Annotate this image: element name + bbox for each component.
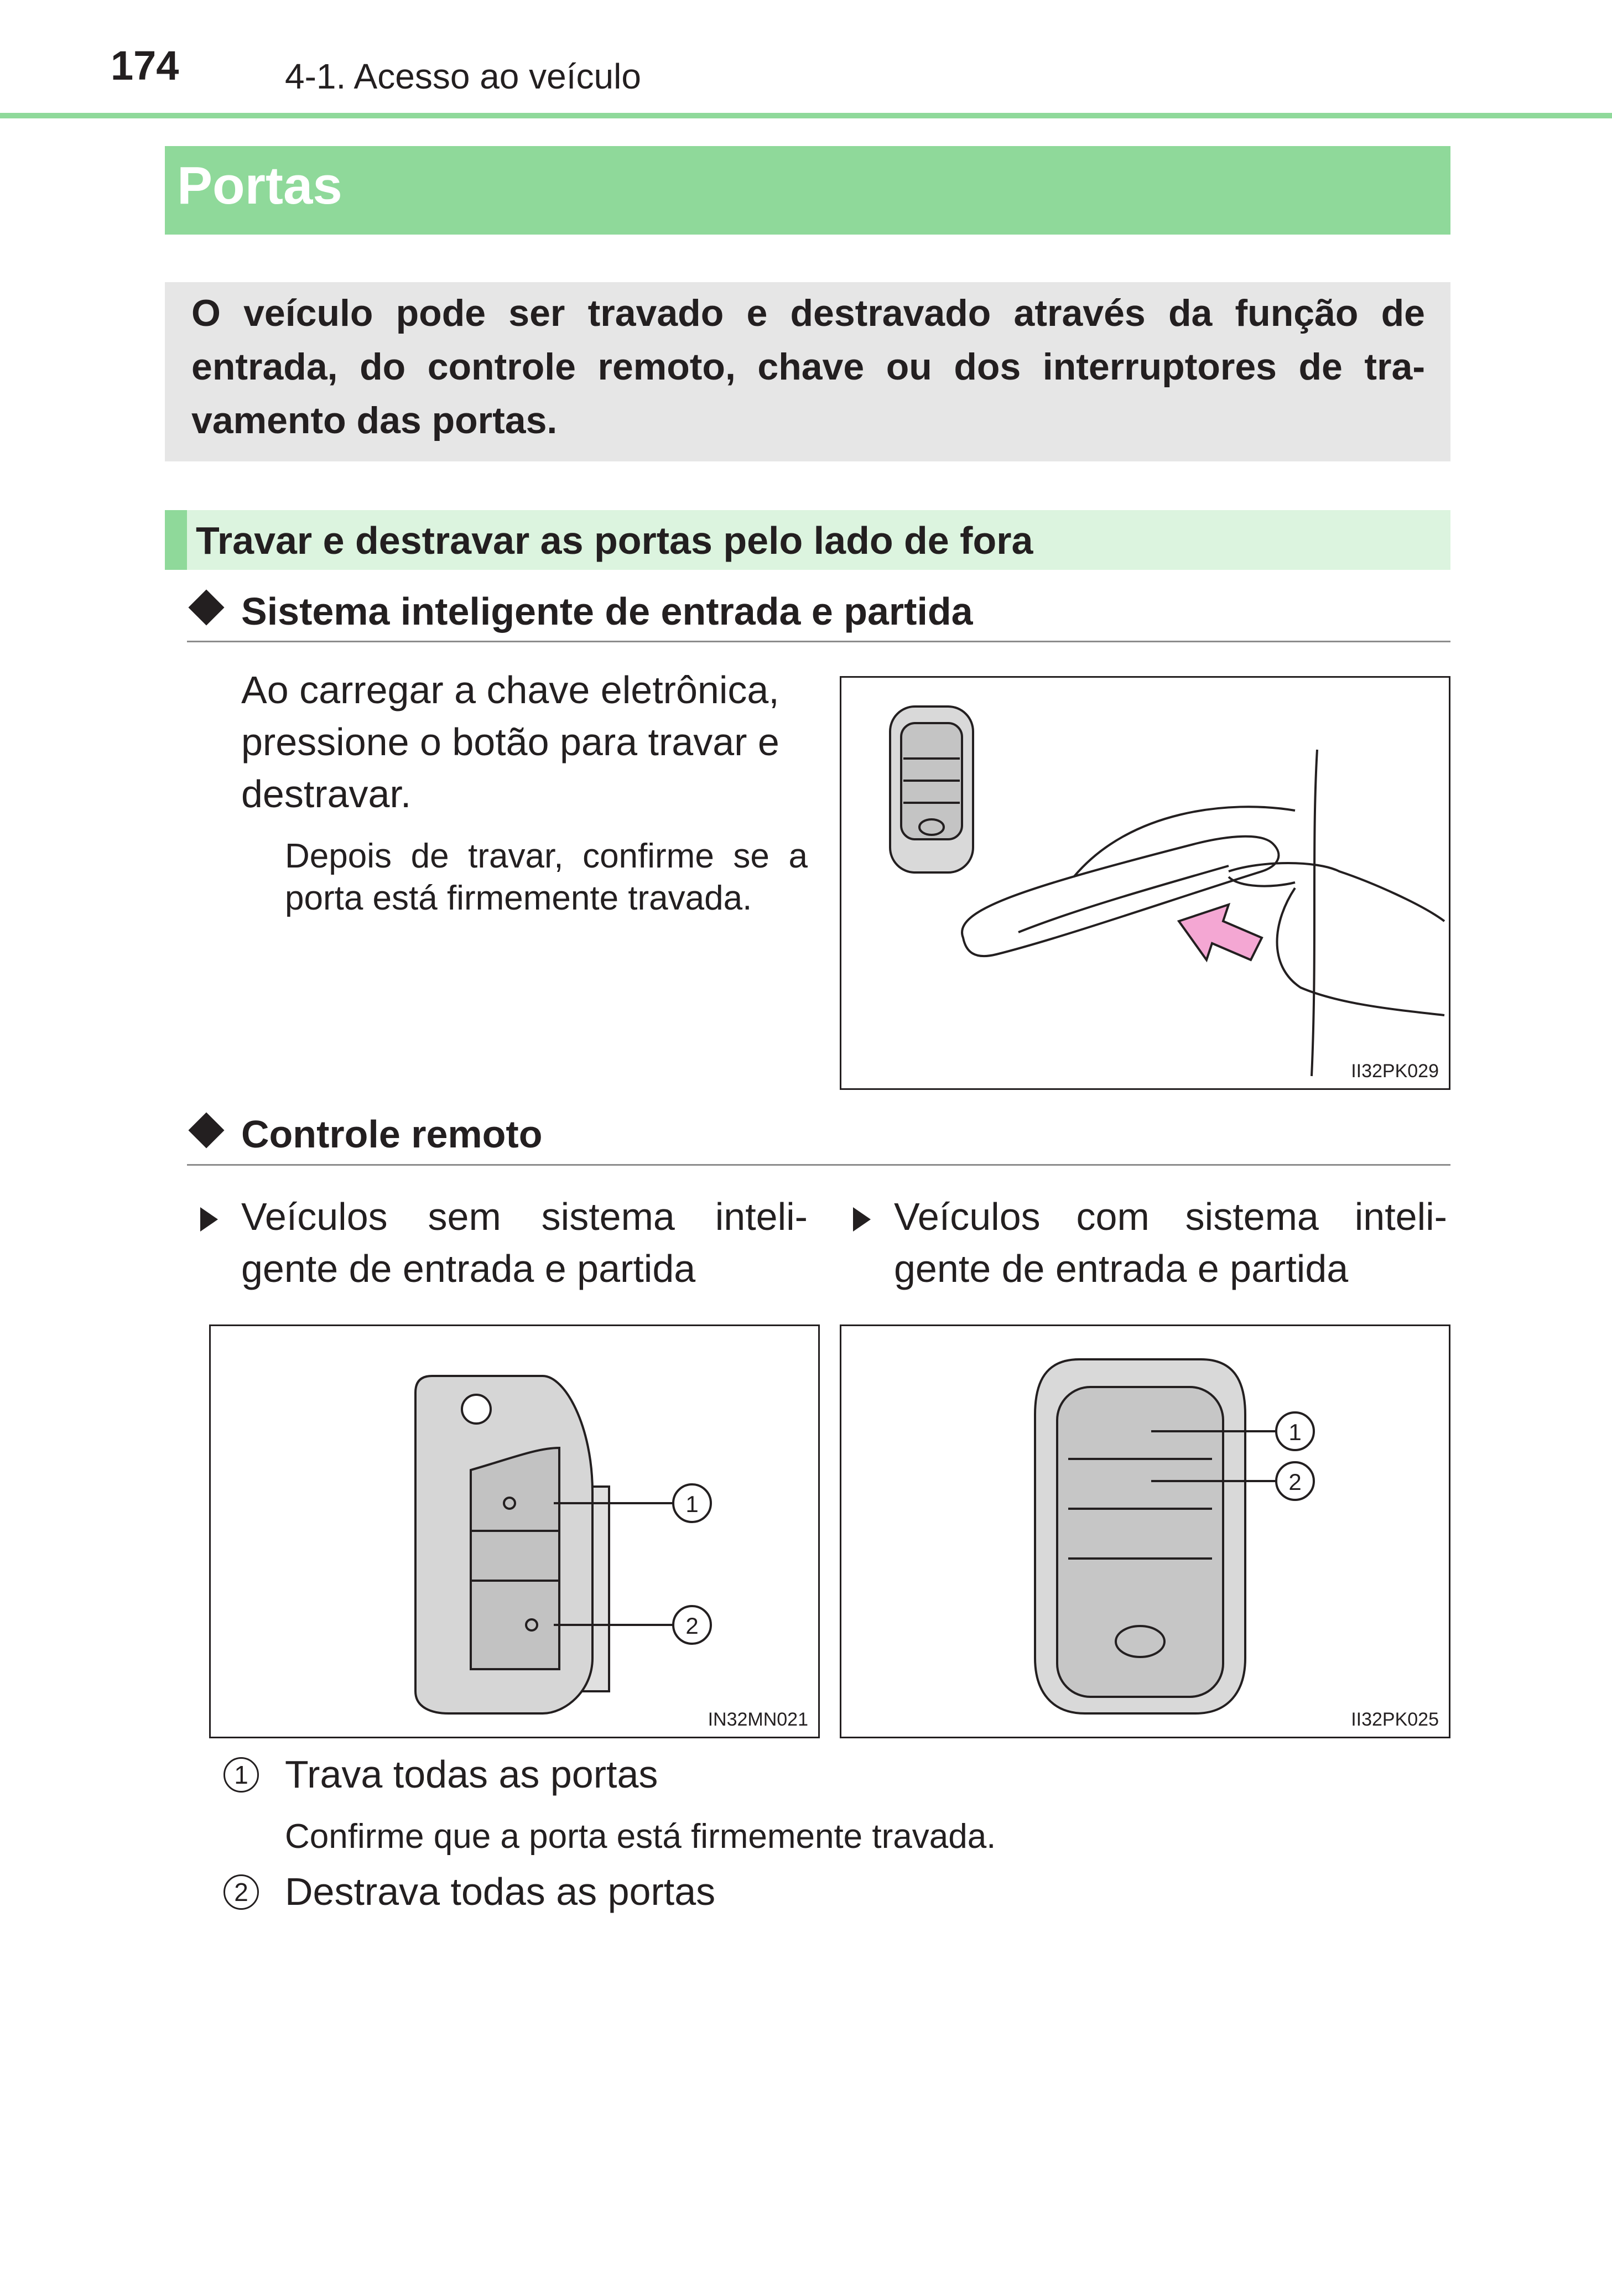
legend-number-2: 2 — [223, 1874, 259, 1910]
title-bar — [165, 146, 1450, 235]
triangle-bullet-icon — [853, 1207, 871, 1232]
figure-code: II32PK025 — [1351, 1709, 1439, 1730]
door-handle-illustration — [841, 678, 1449, 1088]
remote-right-label: Veículos com sistema inteli-gente de entrada e partida — [894, 1195, 1447, 1290]
heading-rule — [187, 641, 1450, 642]
callout-2: 2 — [685, 1613, 699, 1639]
press-arrow-icon — [1179, 905, 1262, 960]
subsection-title: Travar e destravar as portas pelo lado de fora — [196, 519, 1033, 562]
figure-code: II32PK029 — [1351, 1061, 1439, 1082]
legend-text-1: Trava todas as portas — [285, 1753, 658, 1796]
flip-key-illustration — [211, 1326, 818, 1737]
diamond-bullet-icon — [188, 1112, 224, 1148]
smart-entry-text: Ao carregar a chave eletrônica, pressione o botão para travar e destravar. — [241, 668, 779, 815]
door-handle-figure — [840, 676, 1450, 1090]
legend-note-1: Confirme que a porta está firmemente travada. — [285, 1817, 996, 1856]
remote-heading: Controle remoto — [241, 1113, 543, 1156]
callout-1: 1 — [685, 1491, 699, 1517]
figure-code: IN32MN021 — [708, 1709, 808, 1730]
smart-key-illustration — [841, 1326, 1449, 1737]
heading-rule — [187, 1164, 1450, 1166]
page-number: 174 — [111, 43, 179, 89]
smart-key-figure — [840, 1324, 1450, 1738]
remote-left-label: Veículos sem sistema inteli-gente de entrada e partida — [241, 1195, 808, 1290]
subsection-accent — [165, 510, 187, 570]
section-reference: 4-1. Acesso ao veículo — [285, 56, 641, 96]
flip-key-figure — [209, 1324, 820, 1738]
legend-number-1: 1 — [223, 1757, 259, 1793]
smart-entry-heading: Sistema inteligente de entrada e partida — [241, 590, 973, 633]
smart-entry-note: Depois de travar, confirme se a porta está firmemente travada. — [285, 837, 808, 917]
triangle-bullet-icon — [200, 1207, 218, 1232]
diamond-bullet-icon — [188, 589, 224, 625]
callout-2: 2 — [1288, 1469, 1302, 1495]
callout-1: 1 — [1288, 1419, 1302, 1445]
intro-text: O veículo pode ser travado e destravado através da função de entrada, do controle remoto, chave ou dos interruptores de tra-vamento das portas. — [191, 292, 1425, 441]
page-title: Portas — [177, 156, 342, 215]
header-rule — [0, 113, 1612, 118]
legend-text-2: Destrava todas as portas — [285, 1870, 716, 1913]
